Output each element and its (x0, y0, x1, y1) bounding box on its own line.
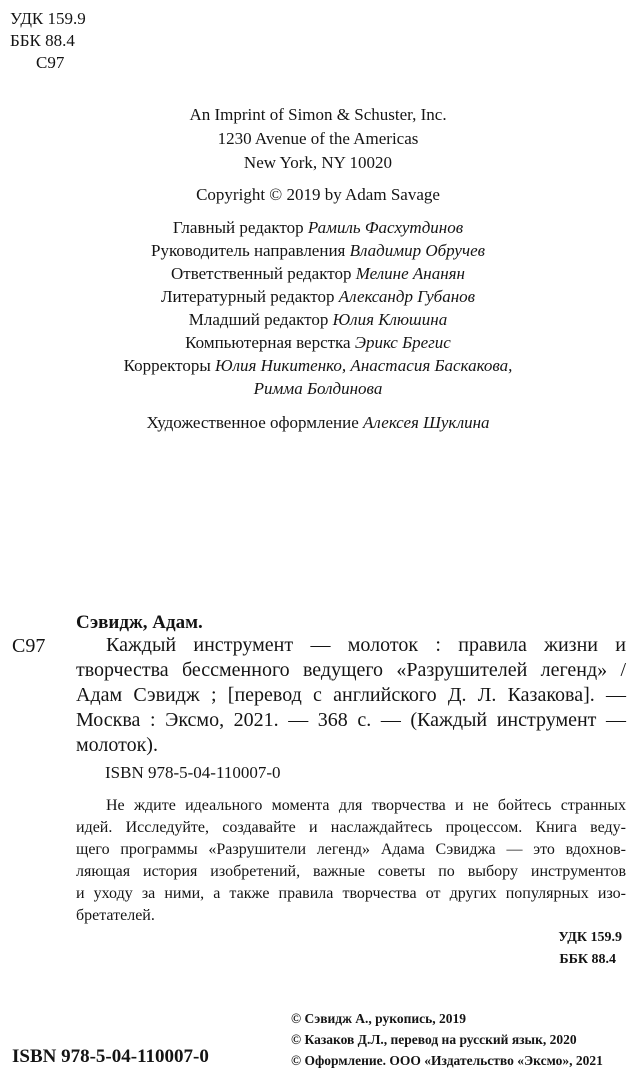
credit-person: Юлия Никитенко, Анастасия Баскакова, (215, 356, 513, 375)
credit-role: Художественное оформление (146, 413, 359, 432)
isbn-bottom: ISBN 978-5-04-110007-0 (12, 1046, 209, 1067)
credit-person: Эрикс Брегис (354, 333, 451, 352)
card-line: Москва : Эксмо, 2021. — 368 с. — (Каждый инструмент — (76, 709, 626, 731)
annotation-line: и уходу за ними, а также правила творчества от других популярных изо- (76, 885, 626, 902)
bbk-code-top: ББК 88.4 (10, 31, 75, 50)
credit-role: Корректоры (123, 356, 211, 375)
credit-line (0, 331, 636, 355)
bbk-code-bottom: ББК 88.4 (559, 952, 616, 967)
annotation-line: бретателей. (76, 907, 155, 924)
card-line: Каждый инструмент — молоток : правила жизни и (106, 634, 626, 656)
copyright-line: © Казаков Д.Л., перевод на русский язык, 2020 (291, 1032, 577, 1047)
card-line: Адам Сэвидж ; [перевод с английского Д. Л. Казакова]. — (76, 684, 626, 706)
imprint-line: An Imprint of Simon & Schuster, Inc. (189, 105, 447, 124)
credit-role: Компьютерная верстка (185, 333, 351, 352)
annotation-line: идей. Исследуйте, создавайте и наслаждайтесь процессом. Книга веду- (76, 819, 626, 836)
annotation-line: щего программы «Разрушители легенд» Адама Сэвиджа — это вдохнов- (76, 841, 626, 858)
card-line: молоток). (76, 734, 158, 756)
city-line: New York, NY 10020 (243, 153, 393, 172)
credit-role: Литературный редактор (160, 287, 335, 306)
credit-role: Младший редактор (188, 310, 329, 329)
credit-person: Алексея Шуклина (363, 413, 490, 432)
annotation-line: ляющая история изобретений, важные советы по выбору инструментов (76, 863, 626, 880)
credit-line (0, 411, 636, 435)
credit-person: Александр Губанов (338, 287, 476, 306)
card-line: творчества бессменного ведущего «Разрушителей легенд» / (76, 659, 626, 681)
credit-person: Мелине Ананян (355, 264, 465, 283)
credit-line (0, 216, 636, 240)
author-mark-top: С97 (36, 53, 65, 72)
credit-line (0, 354, 636, 378)
credit-role: Руководитель направления (150, 241, 346, 260)
card-author: Сэвидж, Адам. (76, 612, 203, 633)
card-author-mark: С97 (12, 635, 46, 657)
credit-line (0, 262, 636, 286)
card-description (76, 633, 626, 758)
credit-line (0, 308, 636, 332)
credit-person: Юлия Клюшина (332, 310, 448, 329)
credit-line (0, 285, 636, 309)
copyright-line: © Сэвидж А., рукопись, 2019 (291, 1011, 467, 1026)
credit-person: Римма Болдинова (253, 379, 383, 398)
credit-person: Владимир Обручев (349, 241, 486, 260)
udk-code-top: УДК 159.9 (10, 9, 86, 28)
credit-role: Ответственный редактор (170, 264, 352, 283)
copyright-line: © Оформление. ООО «Издательство «Эксмо», 2021 (291, 1053, 603, 1068)
annotation (76, 795, 626, 927)
copyright-original: Copyright © 2019 by Adam Savage (196, 185, 440, 204)
credit-line (0, 239, 636, 263)
address-line: 1230 Avenue of the Americas (217, 129, 419, 148)
card-isbn: ISBN 978-5-04-110007-0 (105, 763, 281, 782)
credit-person: Рамиль Фасхутдинов (307, 218, 464, 237)
annotation-line: Не ждите идеального момента для творчества и не бойтесь странных (106, 797, 626, 814)
credit-role: Главный редактор (172, 218, 304, 237)
udk-code-bottom: УДК 159.9 (558, 930, 622, 945)
credit-line (0, 377, 636, 401)
